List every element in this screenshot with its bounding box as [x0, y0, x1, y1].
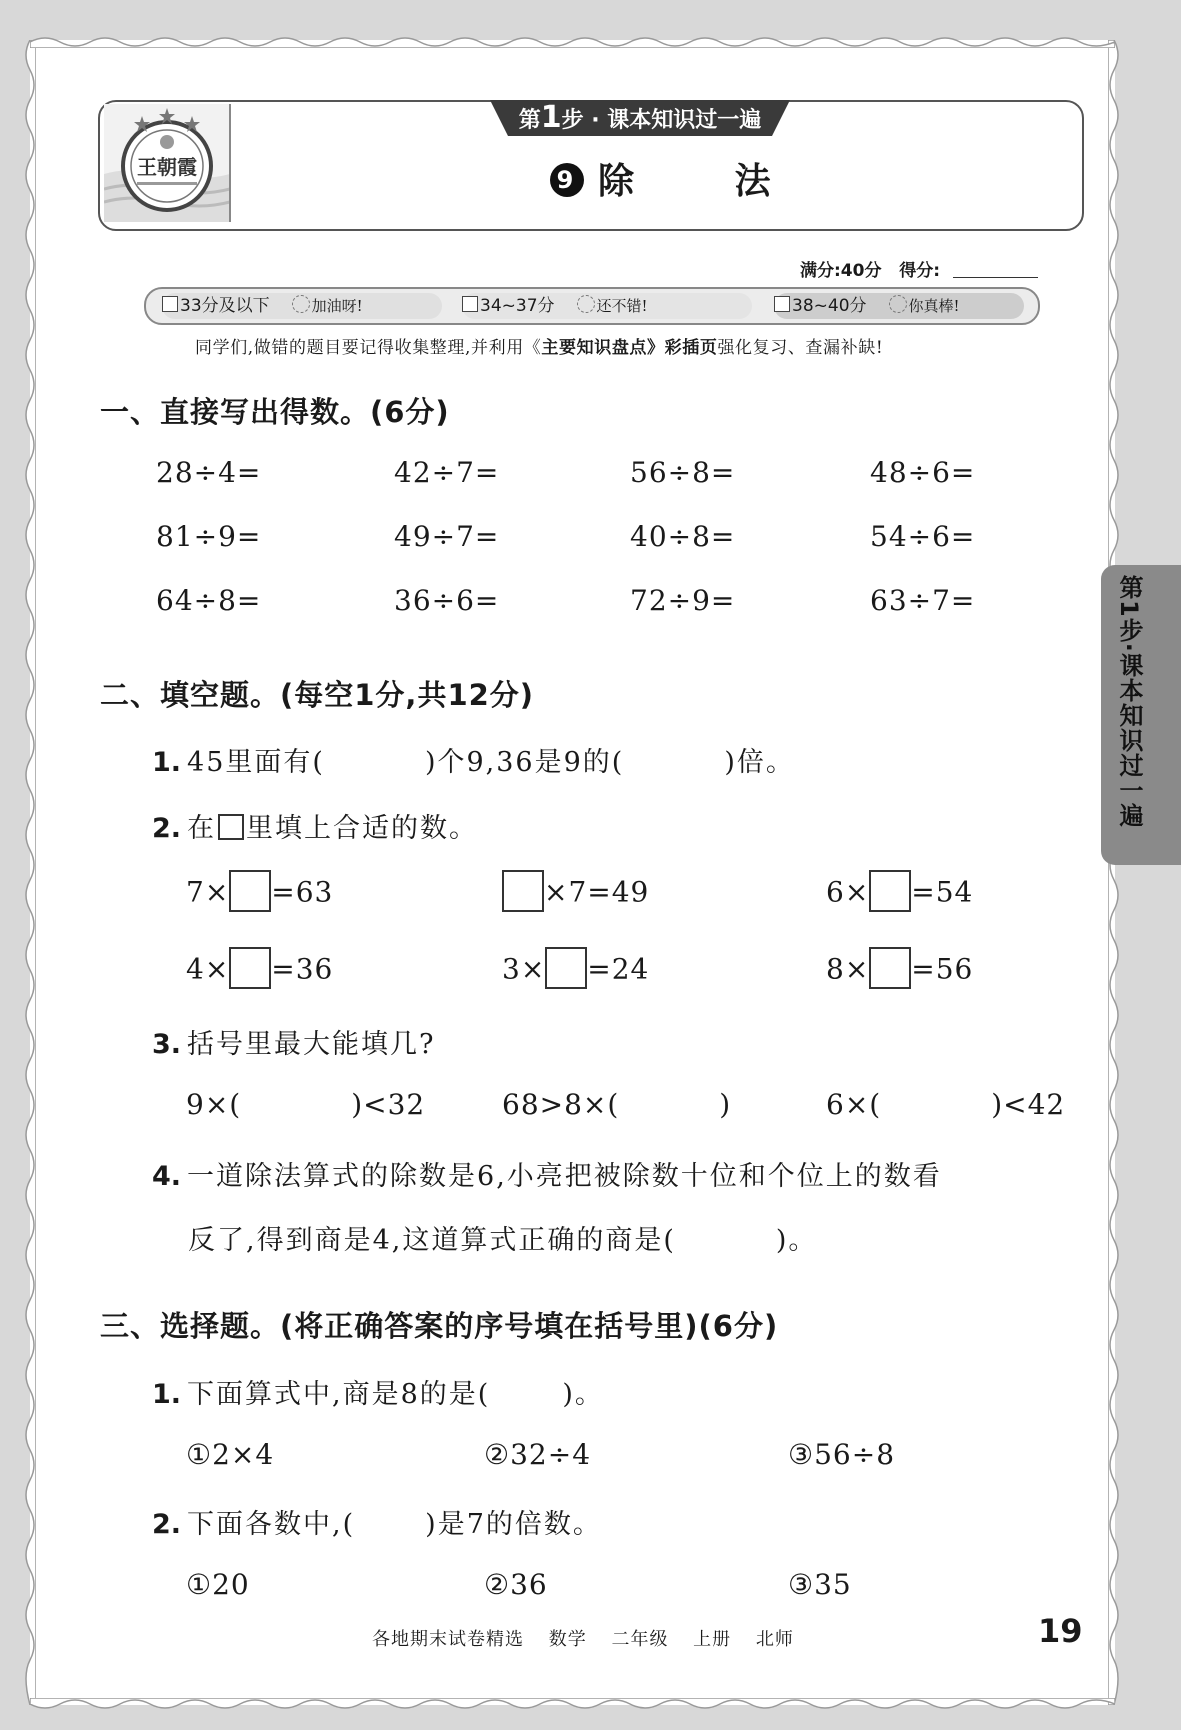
step-suffix: 步 · 课本知识过一遍	[561, 108, 762, 133]
equation-part: 8×	[826, 952, 870, 986]
calc-expression[interactable]: 28÷4=	[156, 456, 262, 489]
calc-expression[interactable]: 72÷9=	[630, 584, 736, 617]
question-text: 下面各数中,(	[187, 1509, 356, 1540]
page-number: 19	[1038, 1612, 1083, 1650]
svg-text:王朝霞: 王朝霞	[137, 155, 197, 179]
footer-book-info: 各地期末试卷精选 数学 二年级 上册 北师	[372, 1629, 794, 1650]
rating-range: 34~37分	[480, 296, 555, 316]
answer-box[interactable]	[229, 870, 271, 912]
answer-box[interactable]	[502, 870, 544, 912]
score-info	[800, 256, 940, 281]
rating-option-mid[interactable]	[462, 293, 752, 319]
wavy-border-left	[22, 40, 36, 1705]
lesson-title	[550, 153, 815, 203]
score-blank-line[interactable]	[953, 277, 1038, 278]
rating-option-high[interactable]	[774, 293, 1024, 319]
choice-question-1	[152, 1372, 604, 1411]
lesson-number-badge: 9	[550, 163, 584, 197]
smiley-icon	[292, 295, 310, 313]
question-text: 一道除法算式的除数是6,小亮把被除数十位和个位上的数看	[187, 1161, 942, 1192]
question-text: )倍。	[724, 747, 795, 778]
choice-option[interactable]: ①20	[186, 1568, 250, 1601]
choice-option[interactable]: ①2×4	[186, 1438, 275, 1471]
fill-question-2	[152, 806, 478, 845]
choice-question-2	[152, 1502, 602, 1541]
equation-part: ×7=49	[544, 875, 650, 909]
score-label: 得分:	[899, 261, 941, 281]
calc-expression[interactable]: 64÷8=	[156, 584, 262, 617]
checkbox[interactable]	[774, 296, 790, 312]
equation-part: =56	[911, 952, 974, 986]
question-number: 1.	[152, 1379, 182, 1410]
fill-box-equation	[502, 950, 649, 992]
checkbox[interactable]	[462, 296, 478, 312]
question-text: )个9,36是9的(	[424, 747, 625, 778]
rating-bar	[144, 287, 1040, 325]
fill-question-4-line2	[188, 1218, 817, 1257]
choice-option[interactable]: ②32÷4	[484, 1438, 592, 1471]
fill-question-4	[152, 1154, 942, 1193]
equation-part: 4×	[186, 952, 230, 986]
equation-part: =36	[271, 952, 334, 986]
answer-box[interactable]	[545, 947, 587, 989]
wavy-border-top	[30, 34, 1115, 48]
tip-text: 强化复习、查漏补缺!	[717, 338, 884, 358]
fill-question-1	[152, 740, 795, 779]
fill-box-equation	[186, 873, 333, 915]
calc-expression[interactable]: 48÷6=	[870, 456, 976, 489]
question-number: 3.	[152, 1029, 182, 1060]
equation-part: 68>8×(	[502, 1088, 620, 1121]
rating-range: 38~40分	[792, 296, 867, 316]
section-1-title: 一、直接写出得数。(6分)	[100, 395, 450, 429]
rating-option-low[interactable]	[162, 293, 442, 319]
equation-part: 6×(	[826, 1088, 882, 1121]
step-number: 1	[540, 100, 562, 135]
question-text: 下面算式中,商是8的是(	[187, 1379, 491, 1410]
tip-text: 同学们,做错的题目要记得收集整理,并利用《	[195, 338, 542, 358]
rating-comment: 还不错!	[596, 297, 648, 315]
inequality	[186, 1088, 425, 1121]
equation-part: =63	[271, 875, 334, 909]
step-prefix: 第	[518, 108, 541, 133]
tip-highlight: 》彩插页	[647, 338, 718, 358]
smiley-icon	[889, 295, 907, 313]
brand-logo-seal	[104, 104, 230, 222]
calc-expression[interactable]: 40÷8=	[630, 520, 736, 553]
smiley-icon	[577, 295, 595, 313]
question-number: 1.	[152, 747, 182, 778]
rating-comment: 加油呀!	[311, 297, 363, 315]
equation-part: )	[719, 1088, 732, 1121]
question-text: 里填上合适的数。	[246, 813, 479, 844]
checkbox[interactable]	[162, 296, 178, 312]
question-text: )。	[562, 1379, 604, 1410]
equation-part: 6×	[826, 875, 870, 909]
question-text: 括号里最大能填几?	[187, 1029, 436, 1060]
fill-box-equation	[186, 950, 333, 992]
full-marks: 满分:40分	[800, 261, 882, 281]
equation-part: =54	[911, 875, 974, 909]
section-3-title: 三、选择题。(将正确答案的序号填在括号里)(6分)	[100, 1309, 779, 1343]
equation-part: 7×	[186, 875, 230, 909]
question-text: )。	[775, 1225, 818, 1256]
question-text: 45里面有(	[187, 747, 325, 778]
fill-question-3	[152, 1022, 436, 1061]
section-2-title: 二、填空题。(每空1分,共12分)	[100, 678, 535, 712]
inequality	[502, 1088, 731, 1121]
calc-expression[interactable]: 36÷6=	[394, 584, 500, 617]
fill-box-equation	[826, 873, 973, 915]
wavy-border-bottom	[30, 1698, 1115, 1712]
calc-expression[interactable]: 42÷7=	[394, 456, 500, 489]
equation-part: 9×(	[186, 1088, 242, 1121]
question-number: 2.	[152, 813, 182, 844]
study-tip	[195, 333, 883, 358]
inequality	[826, 1088, 1065, 1121]
choice-option[interactable]: ③56÷8	[788, 1438, 896, 1471]
equation-part: )<42	[991, 1088, 1066, 1121]
answer-box[interactable]	[869, 870, 911, 912]
fill-box-equation	[502, 873, 649, 915]
equation-part: )<32	[351, 1088, 426, 1121]
side-step-tab-text: 第1步·课本知识过一遍	[1115, 575, 1143, 828]
lesson-title-text: 除 法	[598, 161, 815, 202]
calc-expression[interactable]: 56÷8=	[630, 456, 736, 489]
calc-expression[interactable]: 63÷7=	[870, 584, 976, 617]
calc-expression[interactable]: 54÷6=	[870, 520, 976, 553]
question-number: 4.	[152, 1161, 182, 1192]
rating-range: 33分及以下	[180, 296, 270, 316]
answer-box[interactable]	[869, 947, 911, 989]
calc-expression[interactable]: 81÷9=	[156, 520, 262, 553]
choice-option[interactable]: ②36	[484, 1568, 548, 1601]
equation-part: =24	[587, 952, 650, 986]
equation-part: 3×	[502, 952, 546, 986]
step-banner-text	[490, 100, 790, 136]
rating-comment: 你真棒!	[908, 297, 960, 315]
answer-box[interactable]	[229, 947, 271, 989]
question-number: 2.	[152, 1509, 182, 1540]
square-box-icon	[218, 814, 244, 840]
question-text: 反了,得到商是4,这道算式正确的商是(	[188, 1225, 676, 1256]
fill-box-equation	[826, 950, 973, 992]
question-text: )是7的倍数。	[425, 1509, 602, 1540]
choice-option[interactable]: ③35	[788, 1568, 852, 1601]
question-text: 在	[187, 813, 217, 844]
tip-highlight: 主要知识盘点	[541, 338, 648, 358]
wavy-border-right	[1108, 40, 1122, 1705]
calc-expression[interactable]: 49÷7=	[394, 520, 500, 553]
logo-divider	[229, 104, 231, 222]
